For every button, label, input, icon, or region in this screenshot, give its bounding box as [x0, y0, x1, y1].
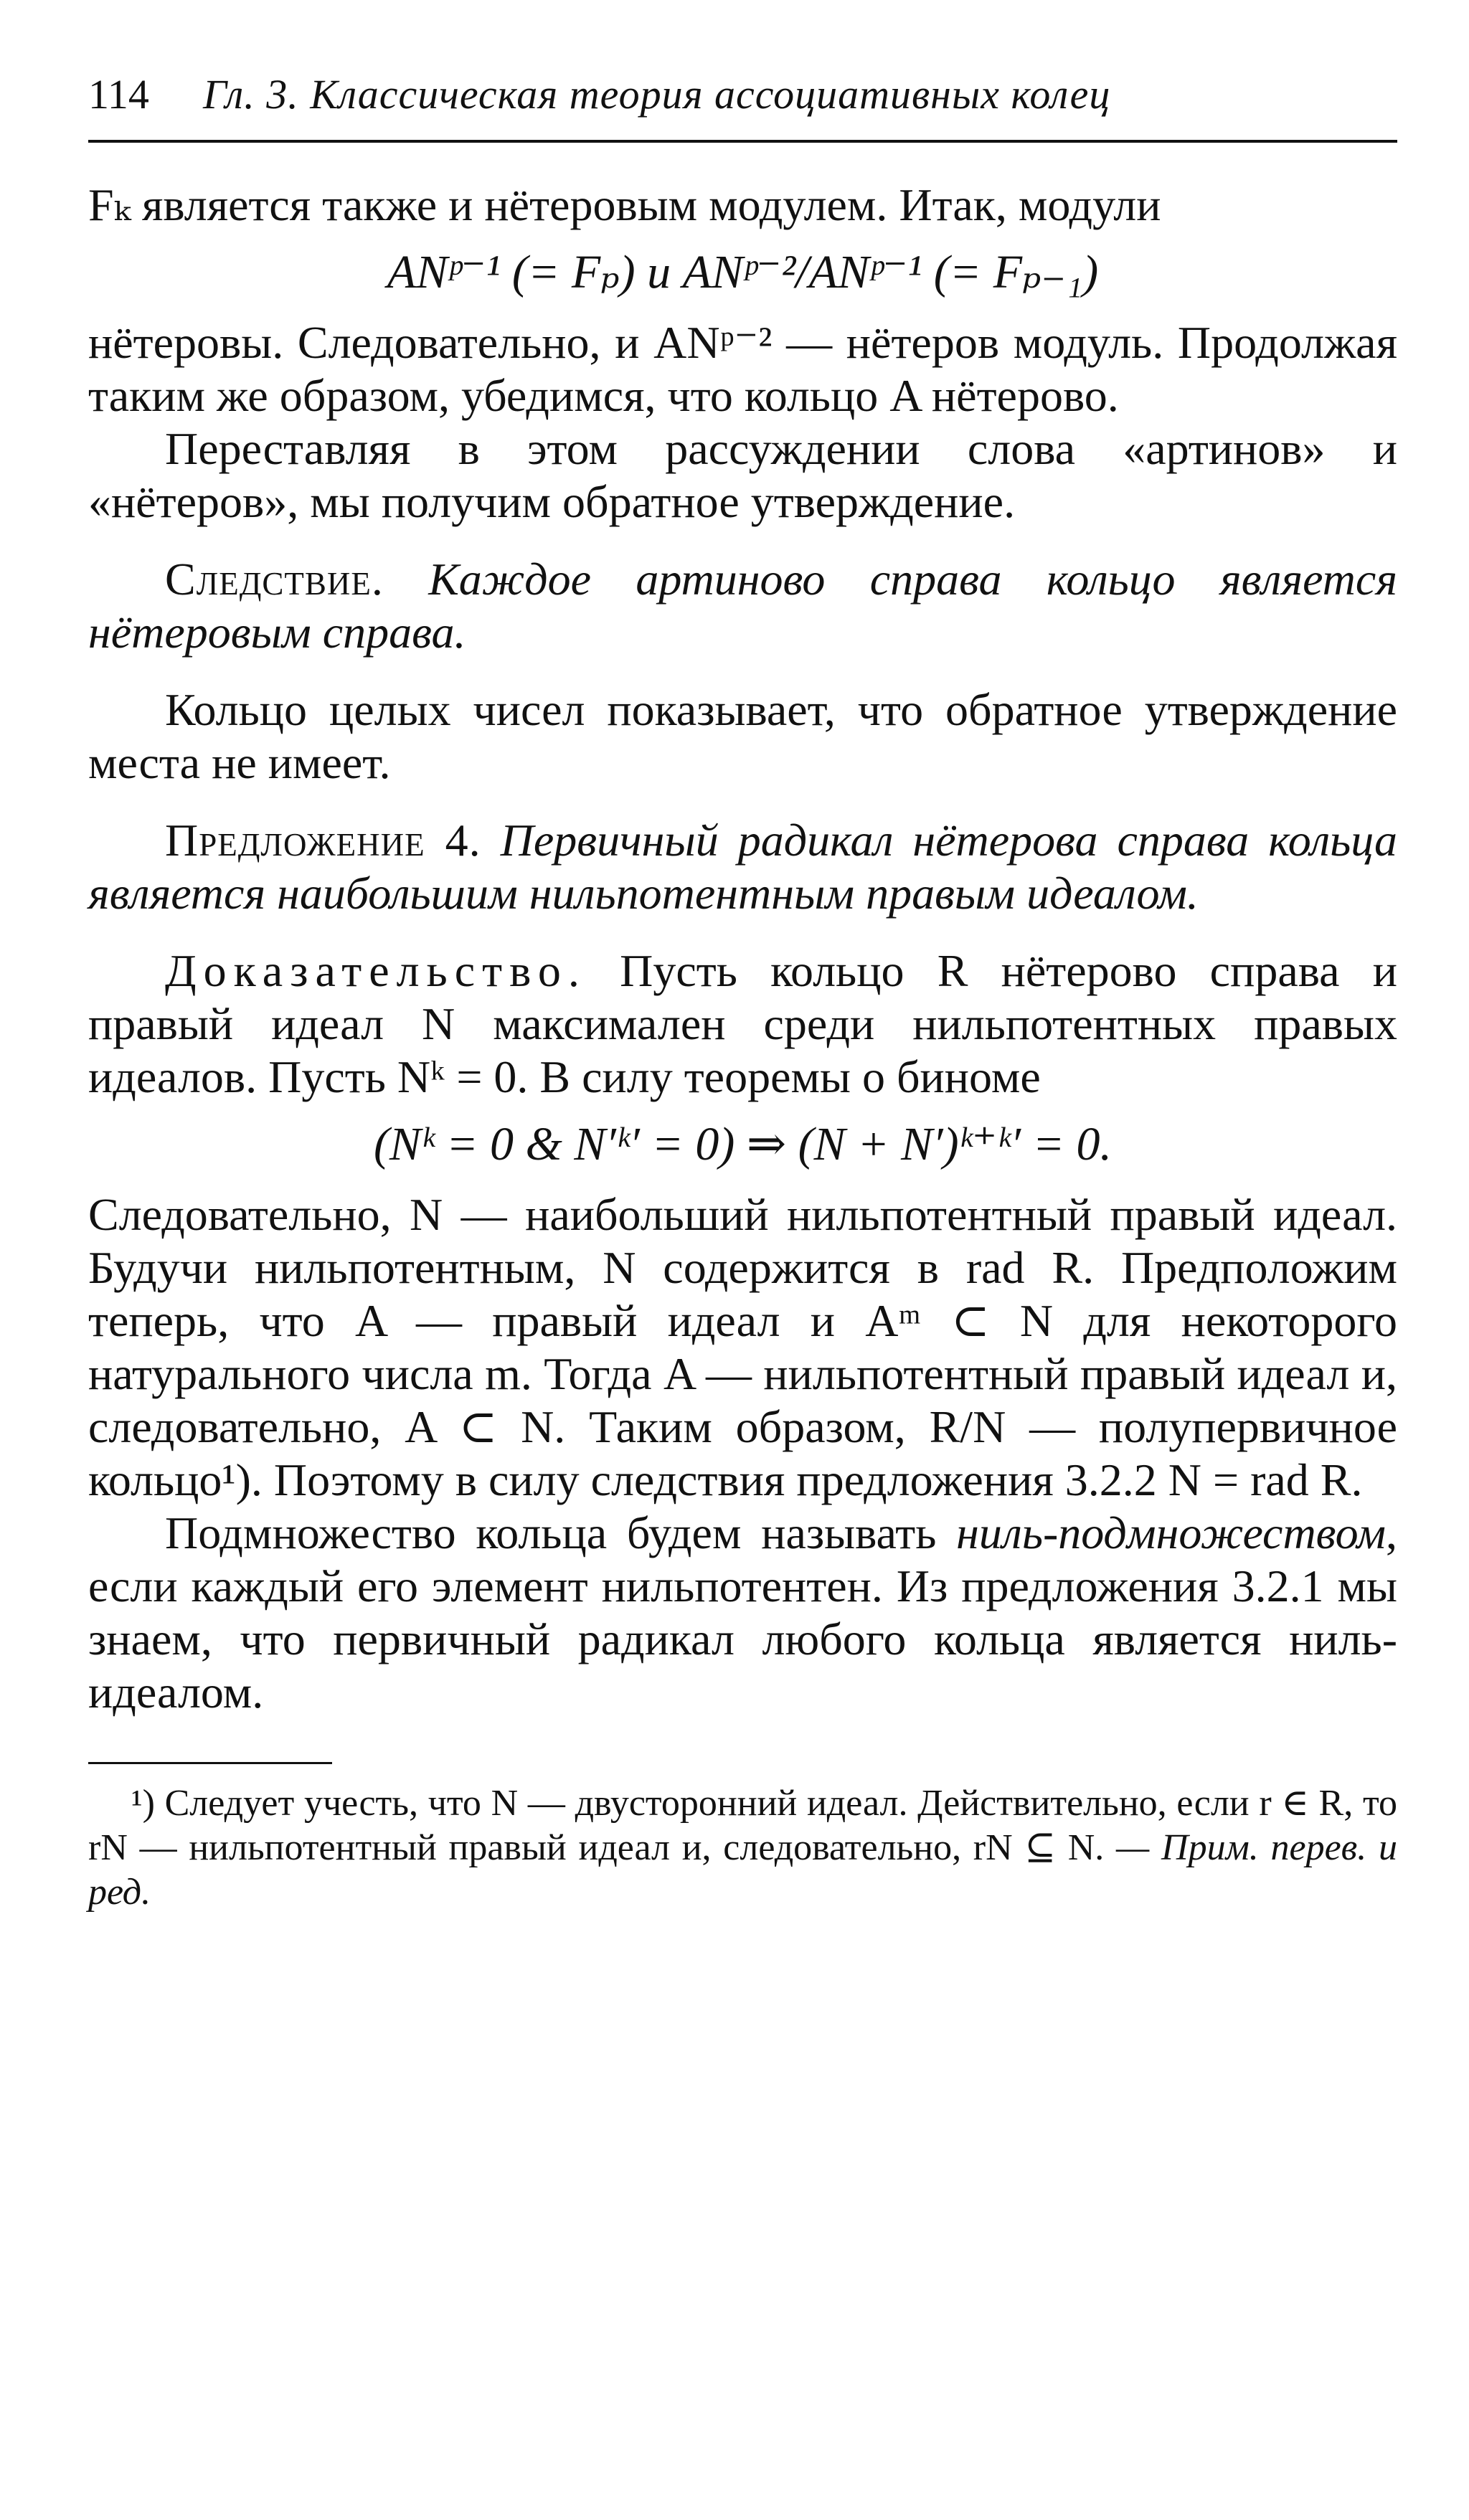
paragraph-6	[88, 1507, 1397, 1719]
proof-text: Пусть кольцо R нётерово справа и правый идеал N максимален среди нильпотентных правых идеалов. Пусть Nᵏ = 0. В силу теоремы о биноме	[88, 945, 1398, 1102]
running-title: Гл. 3. Классическая теория ассоциативных колец	[203, 71, 1111, 118]
paragraph-4: Кольцо целых чисел показывает, что обратное утверждение места не имеет.	[88, 684, 1397, 788]
proposition-label: Предложение 4.	[165, 815, 481, 866]
proposition-4	[88, 814, 1397, 920]
paragraph-3: Переставляя в этом рассуждении слова «артинов» и «нётеров», мы получим обратное утверждение.	[88, 423, 1397, 527]
nil-subset-term: ниль-подмножеством	[956, 1507, 1386, 1558]
footnote-note: — Прим. перев. и ред.	[88, 1827, 1397, 1913]
formula-binomial: (Nᵏ = 0 & N′ᵏ′ = 0) ⇒ (N + N′)ᵏ⁺ᵏ′ = 0.	[373, 1118, 1113, 1170]
footnote	[88, 1781, 1397, 1915]
corollary	[88, 553, 1397, 659]
paragraph-2: нётеровы. Следовательно, и ANᵖ⁻² — нётеров модуль. Продолжая таким же образом, убедимся, что кольцо A нётерово.	[88, 317, 1397, 421]
paragraph-6-start: Подмножество кольца будем называть	[165, 1507, 957, 1558]
page-number: 114	[88, 71, 149, 118]
proof	[88, 944, 1397, 1104]
running-header	[88, 68, 1397, 125]
corollary-text: Каждое артиново справа кольцо является нётеровым справа.	[88, 554, 1398, 658]
paragraph-6-end: , если каждый его элемент нильпотентен. Из предложения 3.2.1 мы знаем, что первичный радикал любого кольца является ниль-идеалом.	[88, 1507, 1397, 1718]
paragraph-1: Fₖ является также и нётеровым модулем. Итак, модули	[88, 179, 1161, 230]
footnote-text: ¹) Следует учесть, что N — двусторонний идеал. Действительно, если r ∈ R, то rN — нильпотентный правый идеал и, следовательно, rN ⊆ N.	[88, 1783, 1397, 1868]
header-rule	[88, 140, 1397, 143]
proposition-text: Первичный радикал нётерова справа кольца является наибольшим нильпотентным правым идеалом.	[88, 815, 1398, 919]
footnote-rule	[88, 1762, 332, 1764]
corollary-label: Следствие.	[165, 554, 384, 605]
proof-label: Доказательство.	[165, 945, 587, 996]
formula-modules: ANᵖ⁻¹ (= Fₚ) и ANᵖ⁻²/ANᵖ⁻¹ (= Fₚ₋₁)	[387, 246, 1099, 298]
paragraph-5: Следовательно, N — наибольший нильпотентный правый идеал. Будучи нильпотентным, N содержится в rad R. Предположим теперь, что A — правый идеал и Aᵐ ⊂ N для некоторого натурального числа m. Тогда A — нильпотентный правый идеал и, следовательно, A ⊂ N. Таким образом, R/N — полупервичное кольцо¹). Поэтому в силу следствия предложения 3.2.2 N = rad R.	[88, 1189, 1397, 1505]
